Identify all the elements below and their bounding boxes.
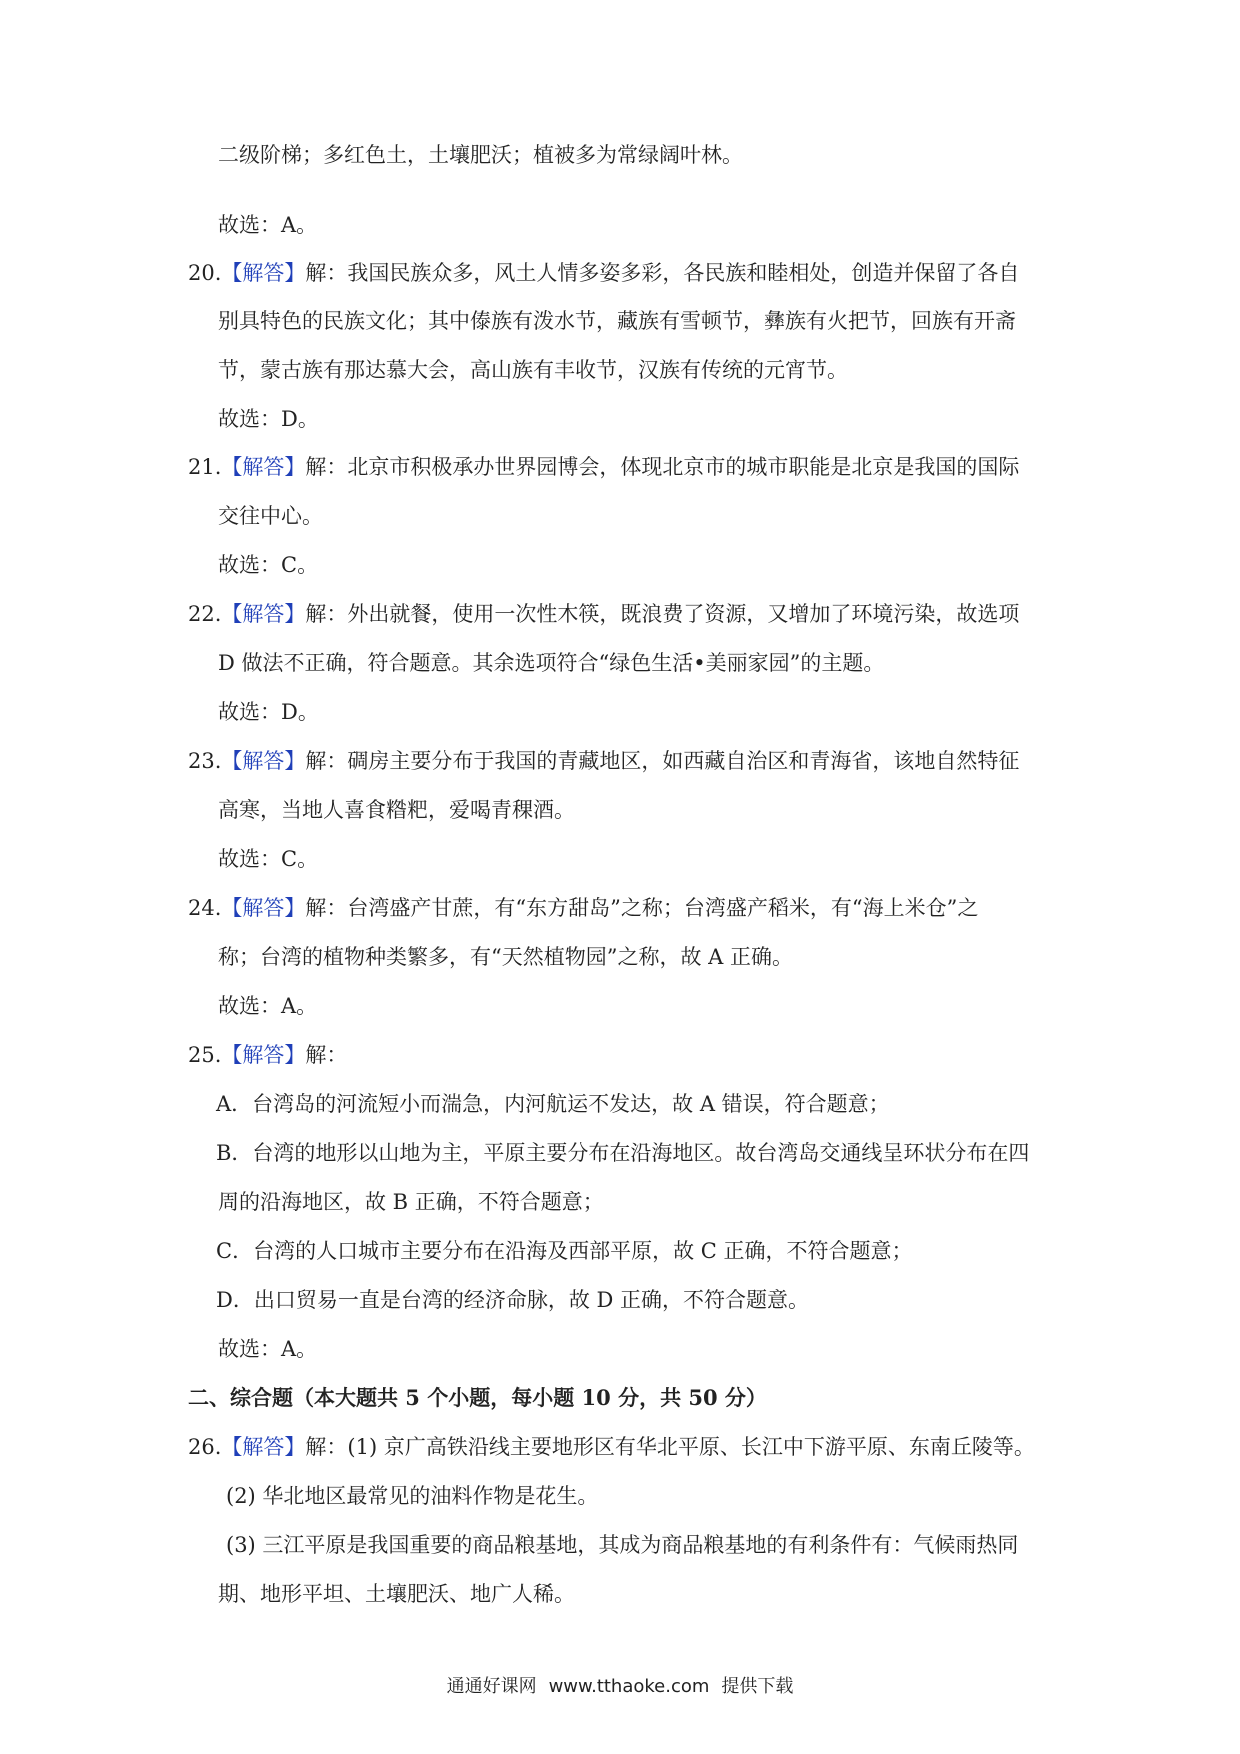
question-number: 24. [188,896,222,920]
question-26 [188,1432,1035,1462]
footer-url[interactable]: www.tthaoke.com [548,1676,710,1697]
text-line: 二级阶梯；多红色土，土壤肥沃；植被多为常绿阔叶林。 [218,143,743,167]
text-line: 解：碉房主要分布于我国的青藏地区，如西藏自治区和青海省，该地自然特征 [305,749,1020,773]
text-line: 解：(1) 京广高铁沿线主要地形区有华北平原、长江中下游平原、东南丘陵等。 [305,1435,1035,1459]
answer-line: 故选：A。 [218,994,318,1018]
option-d: D．出口贸易一直是台湾的经济命脉，故 D 正确，不符合题意。 [216,1288,810,1312]
answer-line: 故选：C。 [218,553,319,577]
question-22 [188,599,1019,629]
text-line: D 做法不正确，符合题意。其余选项符合“绿色生活•美丽家园”的主题。 [218,651,885,675]
text-line: 解：我国民族众多，风土人情多姿多彩，各民族和睦相处，创造并保留了各自 [305,261,1020,285]
option-b-continued: 周的沿海地区，故 B 正确，不符合题意； [218,1190,604,1214]
question-number: 25. [188,1043,222,1067]
answer-tag: 【解答】 [221,1435,306,1459]
option-b: B．台湾的地形以山地为主，平原主要分布在沿海地区。故台湾岛交通线呈环状分布在四 [216,1141,1030,1165]
section-heading: 二、综合题（本大题共 5 个小题，每小题 10 分，共 50 分） [188,1385,767,1410]
answer-line: 故选：D。 [218,700,319,724]
text-line: 别具特色的民族文化；其中傣族有泼水节，藏族有雪顿节，彝族有火把节，回族有开斋 [218,309,1016,333]
text-line: 称；台湾的植物种类繁多，有“天然植物园”之称，故 A 正确。 [218,945,793,969]
text-line: 期、地形平坦、土壤肥沃、地广人稀。 [218,1582,575,1606]
text-line: 节，蒙古族有那达慕大会，高山族有丰收节，汉族有传统的元宵节。 [218,358,848,382]
answer-tag: 【解答】 [221,455,306,479]
question-25 [188,1040,347,1070]
text-line: 交往中心。 [218,504,323,528]
question-20 [188,258,1019,288]
question-23 [188,746,1019,776]
page-footer [0,1672,1240,1698]
text-line: (3) 三江平原是我国重要的商品粮基地，其成为商品粮基地的有利条件有：气候雨热同 [226,1533,1019,1557]
text-line: 解：外出就餐，使用一次性木筷，既浪费了资源，又增加了环境污染，故选项 [305,602,1020,626]
question-number: 26. [188,1435,222,1459]
question-number: 21. [188,455,222,479]
text-line: 高寒，当地人喜食糌粑，爱喝青稞酒。 [218,798,575,822]
text-line: 解：台湾盛产甘蔗，有“东方甜岛”之称；台湾盛产稻米，有“海上米仓”之 [305,896,979,920]
text-line: (2) 华北地区最常见的油料作物是花生。 [226,1484,599,1508]
question-21 [188,452,1019,482]
answer-line: 故选：C。 [218,847,319,871]
question-number: 22. [188,602,222,626]
question-number: 20. [188,261,222,285]
option-a: A．台湾岛的河流短小而湍急，内河航运不发达，故 A 错误，符合题意； [216,1092,890,1116]
answer-tag: 【解答】 [221,896,306,920]
answer-tag: 【解答】 [221,1043,306,1067]
answer-line: 故选：A。 [218,1337,318,1361]
text-line: 解：北京市积极承办世界园博会，体现北京市的城市职能是北京是我国的国际 [305,455,1020,479]
answer-tag: 【解答】 [221,749,306,773]
text-line: 解： [305,1043,348,1067]
option-c: C．台湾的人口城市主要分布在沿海及西部平原，故 C 正确，不符合题意； [216,1239,913,1263]
question-number: 23. [188,749,222,773]
answer-line: 故选：A。 [218,213,318,237]
footer-action: 提供下载 [721,1676,794,1697]
answer-line: 故选：D。 [218,407,319,431]
question-24 [188,893,978,923]
answer-tag: 【解答】 [221,602,306,626]
footer-site-name: 通通好课网 [446,1676,537,1697]
answer-tag: 【解答】 [221,261,306,285]
